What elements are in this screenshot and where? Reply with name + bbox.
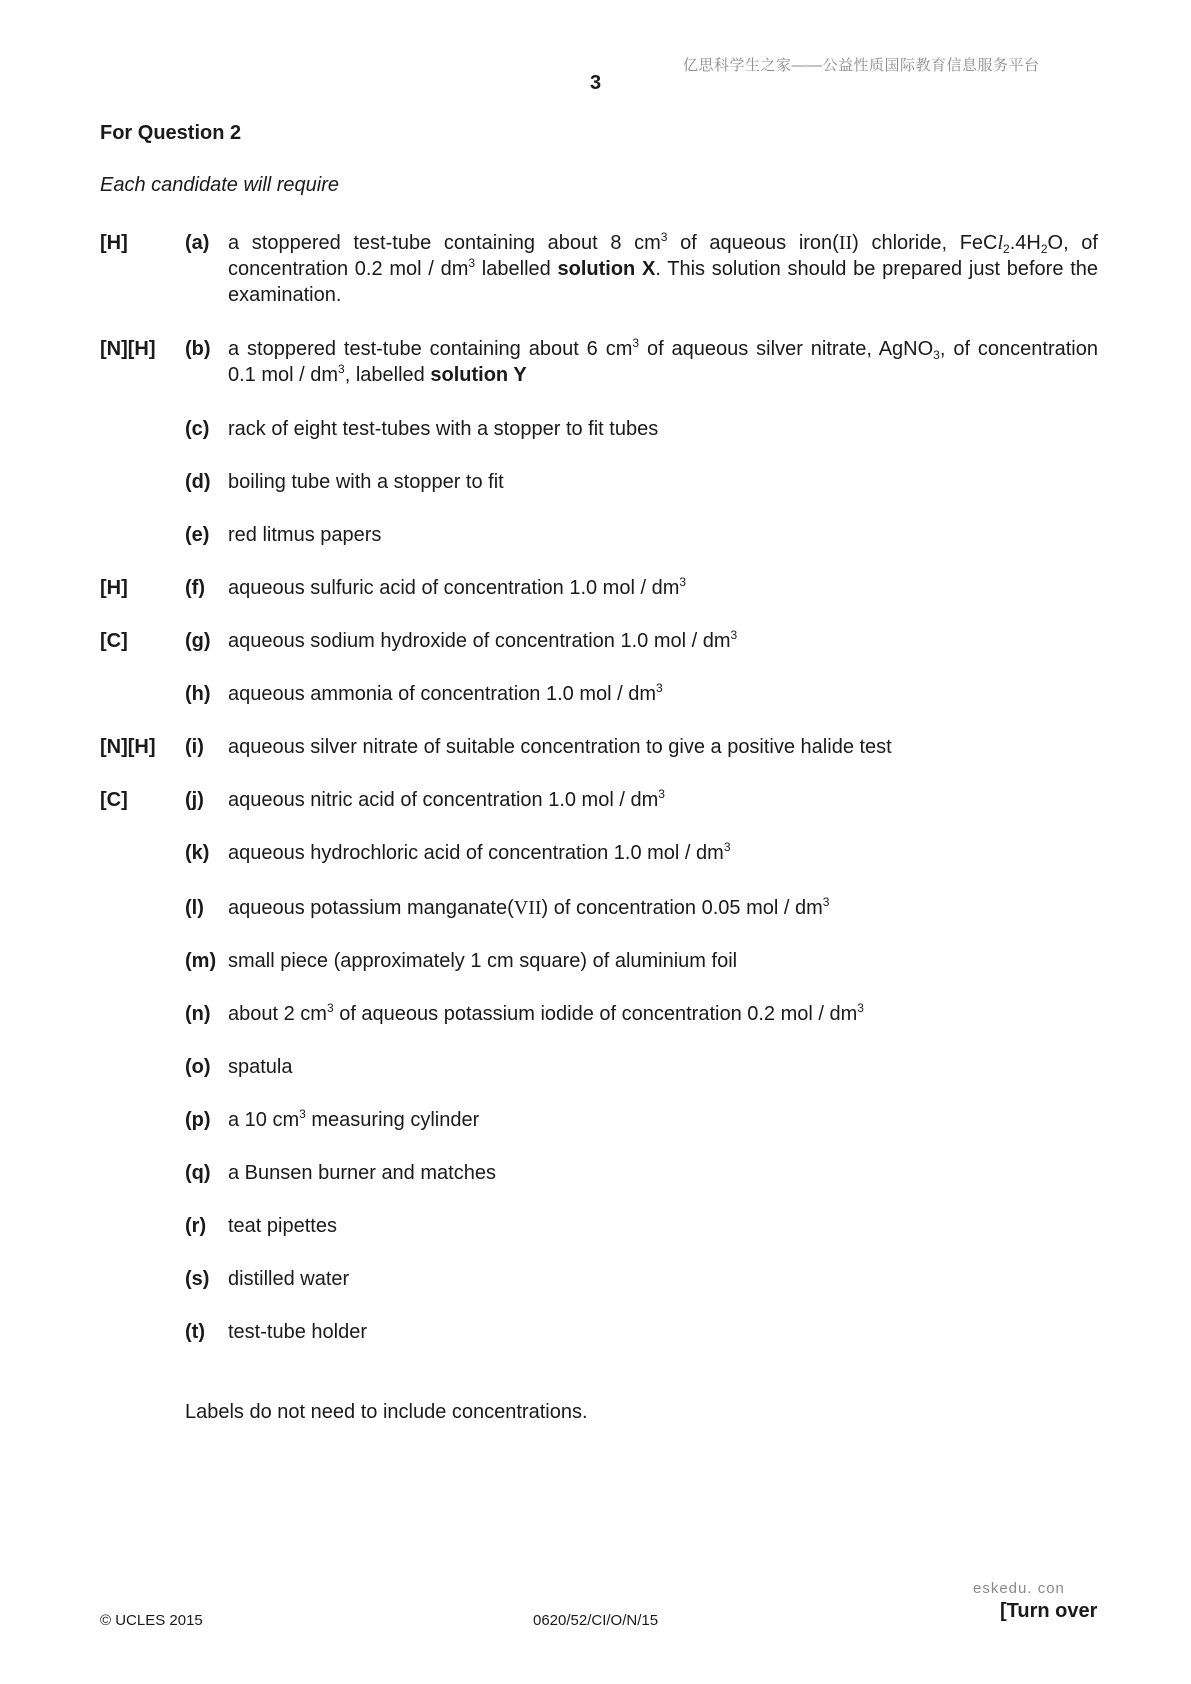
item-text: a stoppered test-tube containing about 8 $cm^3$ of aqueous iron(II) chloride, $FeCl_2.4H_2O$, of concentration 0.2 mol / $dm^3$ labelled solution X. This solution should be prepared just before the examination. bbox=[228, 230, 1098, 306]
item-label: (o) bbox=[185, 1056, 211, 1078]
copyright: © UCLES 2015 bbox=[100, 1612, 203, 1629]
item-text: a Bunsen burner and matches bbox=[228, 1162, 496, 1184]
turn-over: [Turn over bbox=[1000, 1600, 1098, 1622]
item-tag: [H] bbox=[100, 577, 128, 599]
item-text: aqueous nitric acid of concentration 1.0 mol / $dm^3$ bbox=[228, 787, 665, 811]
intro-text: Each candidate will require bbox=[100, 174, 340, 196]
item-label: (s) bbox=[185, 1268, 210, 1290]
item-label: (c) bbox=[185, 418, 210, 440]
item-label: (e) bbox=[185, 524, 210, 546]
item-text: aqueous ammonia of concentration 1.0 mol / $dm^3$ bbox=[228, 681, 663, 705]
solution-label: solution Y bbox=[430, 364, 527, 386]
item-label: (a) bbox=[185, 232, 210, 254]
item-tag: [N][H] bbox=[100, 736, 156, 758]
item-tag: [N][H] bbox=[100, 338, 156, 360]
item-label: (j) bbox=[185, 789, 204, 811]
item-label: (d) bbox=[185, 471, 211, 493]
item-tag: [H] bbox=[100, 232, 128, 254]
item-text: aqueous silver nitrate of suitable concentration to give a positive halide test bbox=[228, 736, 892, 758]
labels-note: Labels do not need to include concentrations. bbox=[185, 1401, 588, 1423]
item-text: aqueous potassium manganate(VII) of concentration 0.05 mol / $dm^3$ bbox=[228, 895, 830, 919]
item-text: boiling tube with a stopper to fit bbox=[228, 471, 504, 493]
item-label: (n) bbox=[185, 1003, 211, 1025]
item-label: (p) bbox=[185, 1109, 211, 1131]
item-label: (b) bbox=[185, 338, 211, 360]
watermark: 亿思科学生之家——公益性质国际教育信息服务平台 bbox=[683, 57, 1040, 74]
item-tag: [C] bbox=[100, 630, 128, 652]
item-text: red litmus papers bbox=[228, 524, 382, 546]
question-heading: For Question 2 bbox=[100, 122, 242, 144]
item-label: (k) bbox=[185, 842, 210, 864]
site-watermark: eskedu. con bbox=[973, 1580, 1065, 1597]
item-text: aqueous sulfuric acid of concentration 1.0 mol / $dm^3$ bbox=[228, 575, 687, 599]
item-label: (i) bbox=[185, 736, 204, 758]
item-text: spatula bbox=[228, 1056, 293, 1078]
item-label: (q) bbox=[185, 1162, 211, 1184]
item-text: teat pipettes bbox=[228, 1215, 337, 1237]
item-text: about 2 $cm^3$ of aqueous potassium iodide of concentration 0.2 mol / $dm^3$ bbox=[228, 1001, 864, 1025]
item-tag: [C] bbox=[100, 789, 128, 811]
item-text: test-tube holder bbox=[228, 1321, 367, 1343]
item-label: (r) bbox=[185, 1215, 207, 1237]
item-text: aqueous hydrochloric acid of concentration 1.0 mol / $dm^3$ bbox=[228, 840, 731, 864]
item-text: distilled water bbox=[228, 1268, 350, 1290]
item-text: a 10 $cm^3$ measuring cylinder bbox=[228, 1107, 480, 1131]
item-text: a stoppered test-tube containing about 6 $cm^3$ of aqueous silver nitrate, AgNO$_3$, of concentration 0.1 mol / $dm^3$, labelled solution Y bbox=[228, 336, 1098, 386]
item-text: rack of eight test-tubes with a stopper to fit tubes bbox=[228, 418, 659, 440]
item-text: aqueous sodium hydroxide of concentration 1.0 mol / $dm^3$ bbox=[228, 628, 738, 652]
item-label: (h) bbox=[185, 683, 211, 705]
item-text: small piece (approximately 1 cm square) of aluminium foil bbox=[228, 950, 738, 972]
item-label: (g) bbox=[185, 630, 211, 652]
item-label: (f) bbox=[185, 577, 205, 599]
page-number: 3 bbox=[590, 72, 602, 94]
item-label: (l) bbox=[185, 897, 204, 919]
item-label: (t) bbox=[185, 1321, 205, 1343]
item-label: (m) bbox=[185, 950, 217, 972]
solution-label: solution X bbox=[557, 258, 656, 280]
paper-code: 0620/52/CI/O/N/15 bbox=[533, 1612, 659, 1629]
